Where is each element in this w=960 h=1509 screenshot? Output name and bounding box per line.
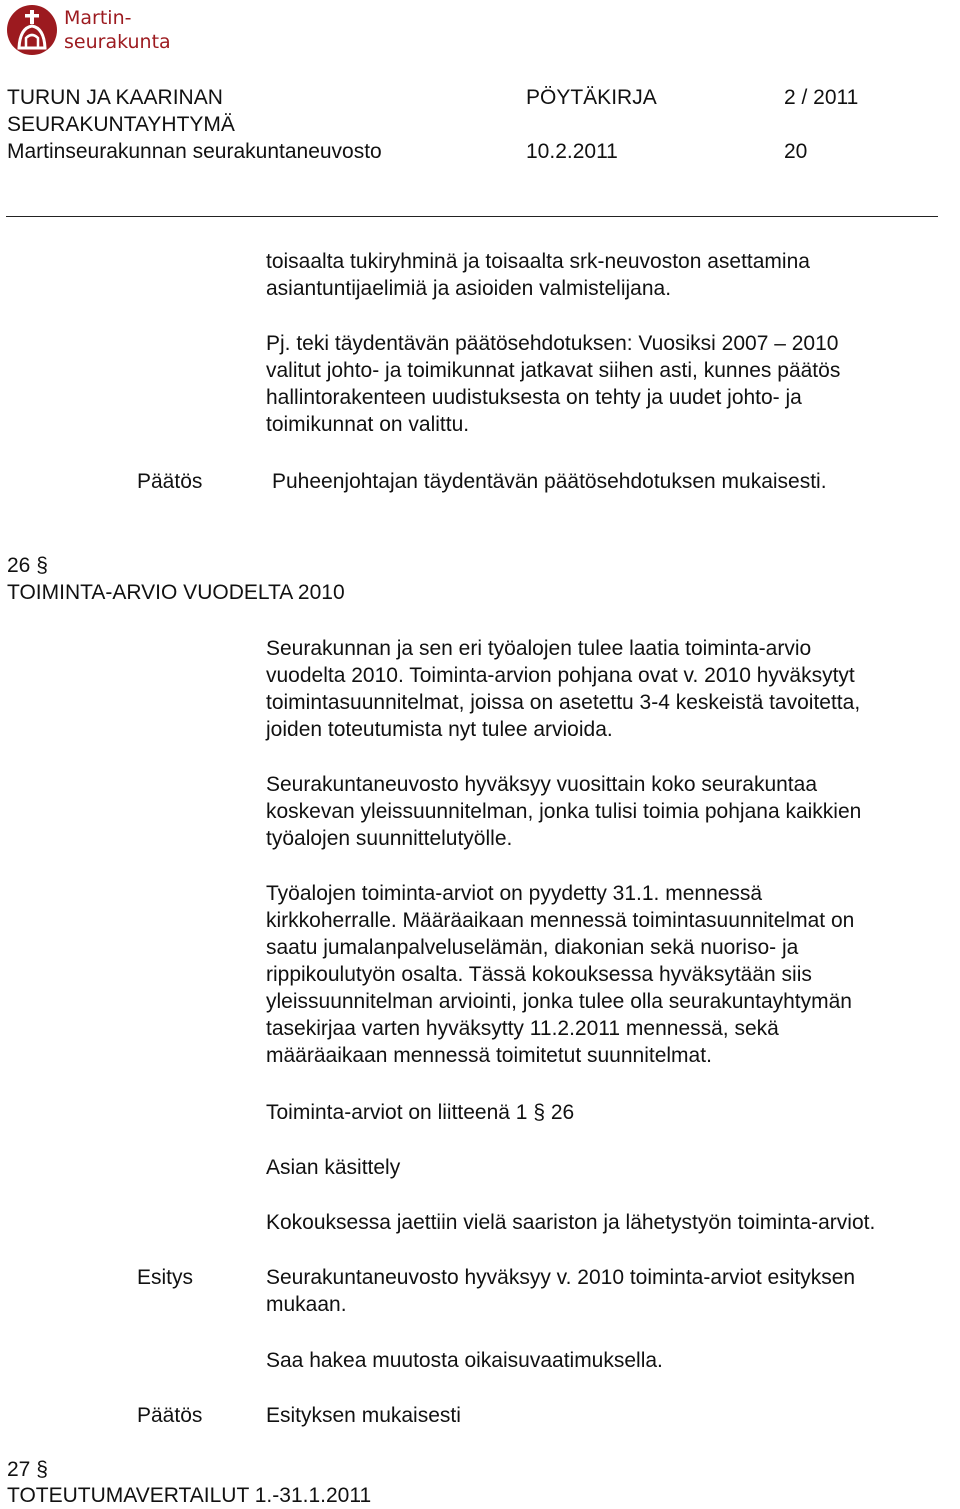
section-27-title: TOTEUTUMAVERTAILUT 1.-31.1.2011 bbox=[7, 1484, 372, 1507]
handling-heading: Asian käsittely bbox=[266, 1156, 401, 1179]
org-name-line-3: Martinseurakunnan seurakuntaneuvosto bbox=[7, 140, 382, 163]
meeting-date: 10.2.2011 bbox=[526, 140, 618, 163]
logo bbox=[6, 4, 206, 58]
proposal-text-line-1: Seurakuntaneuvosto hyväksyy v. 2010 toiminta-arviot esityksen bbox=[266, 1266, 856, 1289]
page-number: 20 bbox=[784, 140, 808, 163]
org-name-line-1: TURUN JA KAARINAN bbox=[7, 86, 223, 109]
church-cross-logo-icon bbox=[6, 4, 58, 56]
logo-line-1: Martin- bbox=[64, 7, 132, 29]
s26-decision-label: Päätös bbox=[137, 1404, 203, 1427]
s26-para-3-line-4: rippikoulutyön osalta. Tässä kokouksessa hyväksytään siis bbox=[266, 963, 812, 986]
s26-para-1-line-2: vuodelta 2010. Toiminta-arvion pohjana ovat v. 2010 hyväksytyt bbox=[266, 664, 855, 687]
continued-para-1-line-1: toisaalta tukiryhminä ja toisaalta srk-neuvoston asettamina bbox=[266, 250, 810, 273]
header-divider bbox=[6, 216, 938, 217]
decision-text: Puheenjohtajan täydentävän päätösehdotuksen mukaisesti. bbox=[272, 470, 827, 493]
s26-para-3-line-6: tasekirjaa varten hyväksytty 11.2.2011 mennessä, sekä bbox=[266, 1017, 779, 1040]
handling-text: Kokouksessa jaettiin vielä saariston ja lähetystyön toiminta-arviot. bbox=[266, 1211, 876, 1234]
s26-para-2-line-2: koskevan yleissuunnitelman, jonka tulisi toimia pohjana kaikkien bbox=[266, 800, 862, 823]
s26-para-3-line-2: kirkkoherralle. Määräaikaan mennessä toimintasuunnitelmat on bbox=[266, 909, 855, 932]
s26-para-2-line-3: työalojen suunnittelutyölle. bbox=[266, 827, 513, 850]
proposal-text-line-2: mukaan. bbox=[266, 1293, 347, 1316]
s26-para-1-line-4: joiden toteutumista nyt tulee arvioida. bbox=[266, 718, 613, 741]
org-name-line-2: SEURAKUNTAYHTYMÄ bbox=[7, 113, 235, 136]
s26-para-1-line-3: toimintasuunnitelmat, joissa on asetettu 3-4 keskeistä tavoitetta, bbox=[266, 691, 861, 714]
section-26-title: TOIMINTA-ARVIO VUODELTA 2010 bbox=[7, 581, 345, 604]
s26-para-3-line-1: Työalojen toiminta-arviot on pyydetty 31.1. mennessä bbox=[266, 882, 763, 905]
document-number: 2 / 2011 bbox=[784, 86, 859, 109]
proposal-label: Esitys bbox=[137, 1266, 194, 1289]
section-26-paragraph-symbol: § bbox=[36, 554, 48, 577]
continued-para-2-line-4: toimikunnat on valittu. bbox=[266, 413, 470, 436]
section-27-number-line bbox=[7, 1456, 48, 1483]
section-26-number-line bbox=[7, 552, 48, 579]
s26-para-3-line-7: määräaikaan mennessä toimitetut suunnitelmat. bbox=[266, 1044, 712, 1067]
s26-para-3-line-5: yleissuunnitelman arviointi, jonka tulee olla seurakuntayhtymän bbox=[266, 990, 852, 1013]
continued-para-2-line-2: valitut johto- ja toimikunnat jatkavat siihen asti, kunnes päätös bbox=[266, 359, 841, 382]
continued-para-2-line-3: hallintorakenteen uudistuksesta on tehty ja uudet johto- ja bbox=[266, 386, 802, 409]
attachment-ref: 26 bbox=[550, 1101, 575, 1124]
logo-line-2: seurakunta bbox=[64, 31, 171, 53]
attachment-prefix: Toiminta-arviot on liitteenä 1 bbox=[266, 1101, 528, 1124]
section-27-paragraph-symbol: § bbox=[36, 1458, 48, 1481]
section-27-number: 27 bbox=[7, 1458, 31, 1481]
s26-para-3-line-3: saatu jumalanpalveluselämän, diakonian sekä nuoriso- ja bbox=[266, 936, 799, 959]
continued-para-1-line-2: asiantuntijaelimiä ja asioiden valmistelijana. bbox=[266, 277, 672, 300]
s26-decision-text: Esityksen mukaisesti bbox=[266, 1404, 461, 1427]
s26-para-2-line-1: Seurakuntaneuvosto hyväksyy vuosittain koko seurakuntaa bbox=[266, 773, 817, 796]
section-26-number: 26 bbox=[7, 554, 31, 577]
s26-para-1-line-1: Seurakunnan ja sen eri työalojen tulee laatia toiminta-arvio bbox=[266, 637, 812, 660]
appeal-text: Saa hakea muutosta oikaisuvaatimuksella. bbox=[266, 1349, 663, 1372]
decision-label: Päätös bbox=[137, 470, 203, 493]
attachment-note bbox=[266, 1099, 574, 1126]
continued-para-2-line-1: Pj. teki täydentävän päätösehdotuksen: Vuosiksi 2007 – 2010 bbox=[266, 332, 839, 355]
attachment-paragraph-symbol: § bbox=[533, 1101, 545, 1124]
document-type: PÖYTÄKIRJA bbox=[526, 86, 657, 109]
